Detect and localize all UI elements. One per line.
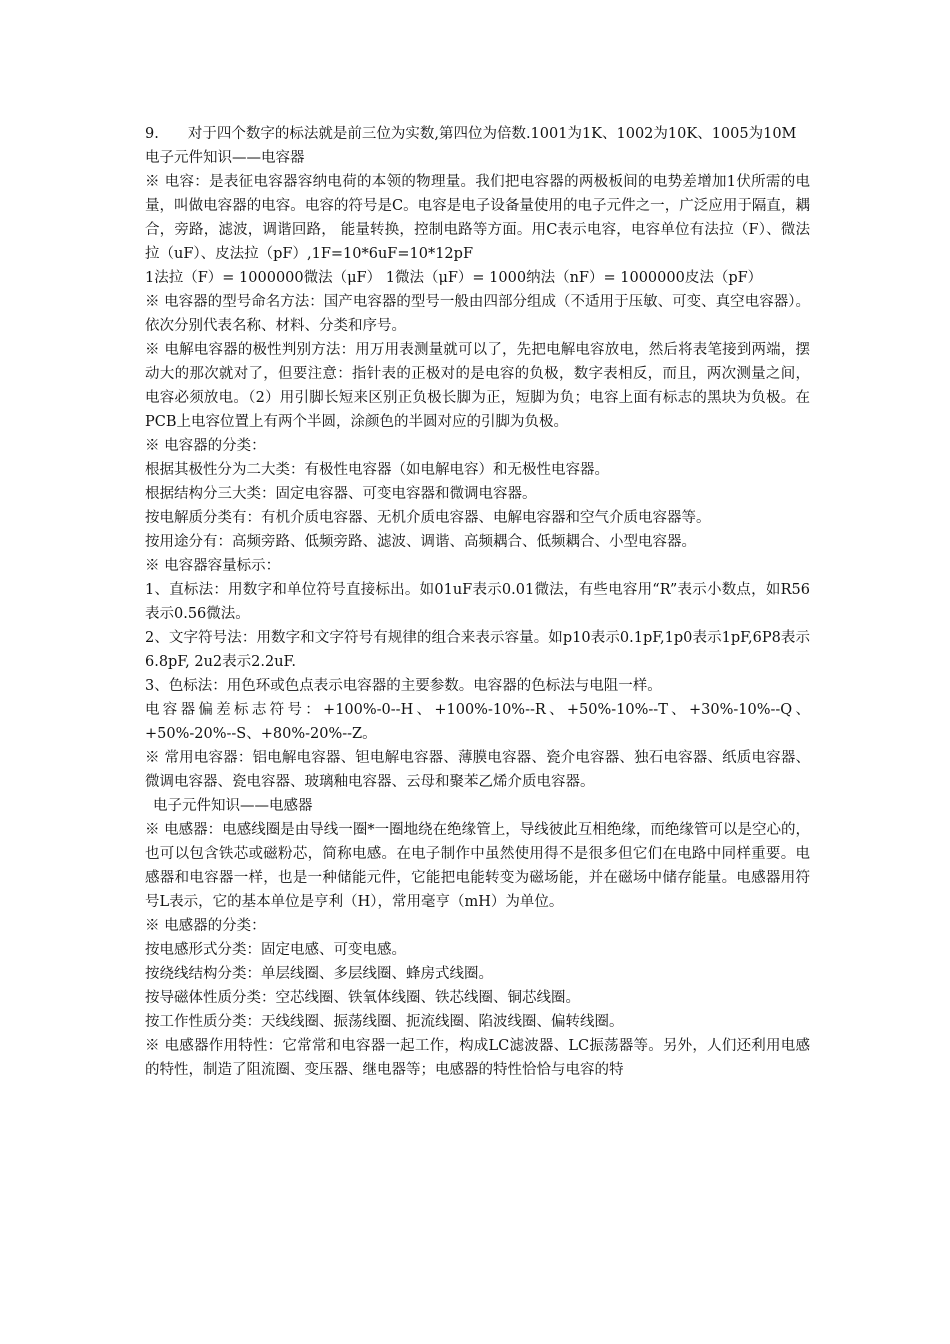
paragraph-by-polarity: 根据其极性分为二大类：有极性电容器（如电解电容）和无极性电容器。 xyxy=(145,462,609,478)
paragraph-unit-conversion: 1法拉（F）= 1000000微法（μF） 1微法（μF）= 1000纳法（nF）= 1000000皮法（pF） xyxy=(145,270,763,286)
paragraph-color-marking: 3、色标法：用色环或色点表示电容器的主要参数。电容器的色标法与电阻一样。 xyxy=(145,678,662,694)
paragraph-common-capacitors: ※ 常用电容器：铝电解电容器、钽电解电容器、薄膜电容器、瓷介电容器、独石电容器、纸质电容器、微调电容器、瓷电容器、玻璃釉电容器、云母和聚苯乙烯介质电容器。 xyxy=(145,750,810,790)
paragraph-by-magnetic-core: 按导磁体性质分类：空芯线圈、铁氧体线圈、铁芯线圈、铜芯线圈。 xyxy=(145,990,580,1006)
paragraph-inductor-characteristics: ※ 电感器作用特性：它常常和电容器一起工作，构成LC滤波器、LC振荡器等。另外，人们还利用电感的特性，制造了阻流圈、变压器、继电器等；电感器的特性恰恰与电容的特 xyxy=(145,1038,810,1078)
paragraph-by-dielectric: 按电解质分类有：有机介质电容器、无机介质电容器、电解电容器和空气介质电容器等。 xyxy=(145,510,711,526)
section-heading-inductor: 电子元件知识——电感器 xyxy=(153,798,313,814)
paragraph-capacitance-definition: ※ 电容：是表征电容器容纳电荷的本领的物理量。我们把电容器的两极板间的电势差增加1伏所需的电量，叫做电容器的电容。电容的符号是C。电容是电子设备量使用的电子元件之一，广泛应用于隔直，耦合，旁路，滤波，调谐回路， 能量转换，控制电路等方面。用C表示电容，电容单位有法拉（F）、微法拉（uF）、皮法拉（pF）,1F=10*6uF=10*12pF xyxy=(145,174,810,262)
paragraph-by-structure: 根据结构分三大类：固定电容器、可变电容器和微调电容器。 xyxy=(145,486,537,502)
paragraph-text-symbol-marking: 2、文字符号法：用数字和文字符号有规律的组合来表示容量。如p10表示0.1pF,1p0表示1pF,6P8表示6.8pF, 2u2表示2.2uF. xyxy=(145,630,810,670)
paragraph-polarity-detection: ※ 电解电容器的极性判别方法：用万用表测量就可以了，先把电解电容放电，然后将表笔接到两端，摆动大的那次就对了，但要注意：指针表的正极对的是电容的负极，数字表相反，而且，两次测量之间，电容必须放电。（2）用引脚长短来区别正负极长脚为正，短脚为负；电容上面有标志的黑块为负极。在PCB上电容位置上有两个半圆，涂颜色的半圆对应的引脚为负极。 xyxy=(145,342,810,430)
paragraph-by-winding-structure: 按绕线结构分类：单层线圈、多层线圈、蜂房式线圈。 xyxy=(145,966,493,982)
subheading-capacitor-classification: ※ 电容器的分类： xyxy=(145,438,266,454)
subheading-inductor-classification: ※ 电感器的分类： xyxy=(145,918,266,934)
paragraph-model-naming: ※ 电容器的型号命名方法：国产电容器的型号一般由四部分组成（不适用于压敏、可变、真空电容器）。依次分别代表名称、材料、分类和序号。 xyxy=(145,294,810,334)
document-page xyxy=(145,122,810,1082)
paragraph-by-use: 按用途分有：高频旁路、低频旁路、滤波、调谐、高频耦合、低频耦合、小型电容器。 xyxy=(145,534,696,550)
paragraph-by-working-property: 按工作性质分类：天线线圈、振荡线圈、扼流线圈、陷波线圈、偏转线圈。 xyxy=(145,1014,624,1030)
paragraph-direct-marking: 1、直标法：用数字和单位符号直接标出。如01uF表示0.01微法，有些电容用“R”表示小数点，如R56表示0.56微法。 xyxy=(145,582,810,622)
paragraph-inductor-definition: ※ 电感器：电感线圈是由导线一圈*一圈地绕在绝缘管上，导线彼此互相绝缘，而绝缘管可以是空心的，也可以包含铁芯或磁粉芯，简称电感。在电子制作中虽然使用得不是很多但它们在电路中同样重要。电感器和电容器一样，也是一种储能元件，它能把电能转变为磁场能，并在磁场中储存能量。电感器用符号L表示，它的基本单位是亨利（H），常用毫亨（mH）为单位。 xyxy=(145,822,810,910)
paragraph-by-inductance-form: 按电感形式分类：固定电感、可变电感。 xyxy=(145,942,406,958)
subheading-capacity-marking: ※ 电容器容量标示： xyxy=(145,558,281,574)
section-heading-capacitor: 电子元件知识——电容器 xyxy=(145,150,305,166)
paragraph-four-digit-marking: 9. 对于四个数字的标法就是前三位为实数,第四位为倍数.1001为1K、1002为10K、1005为10M xyxy=(145,126,797,142)
paragraph-tolerance-symbols: 电容器偏差标志符号：+100%-0--H、+100%-10%--R、+50%-10%--T、+30%-10%--Q、+50%-20%--S、+80%-20%--Z。 xyxy=(145,702,810,742)
